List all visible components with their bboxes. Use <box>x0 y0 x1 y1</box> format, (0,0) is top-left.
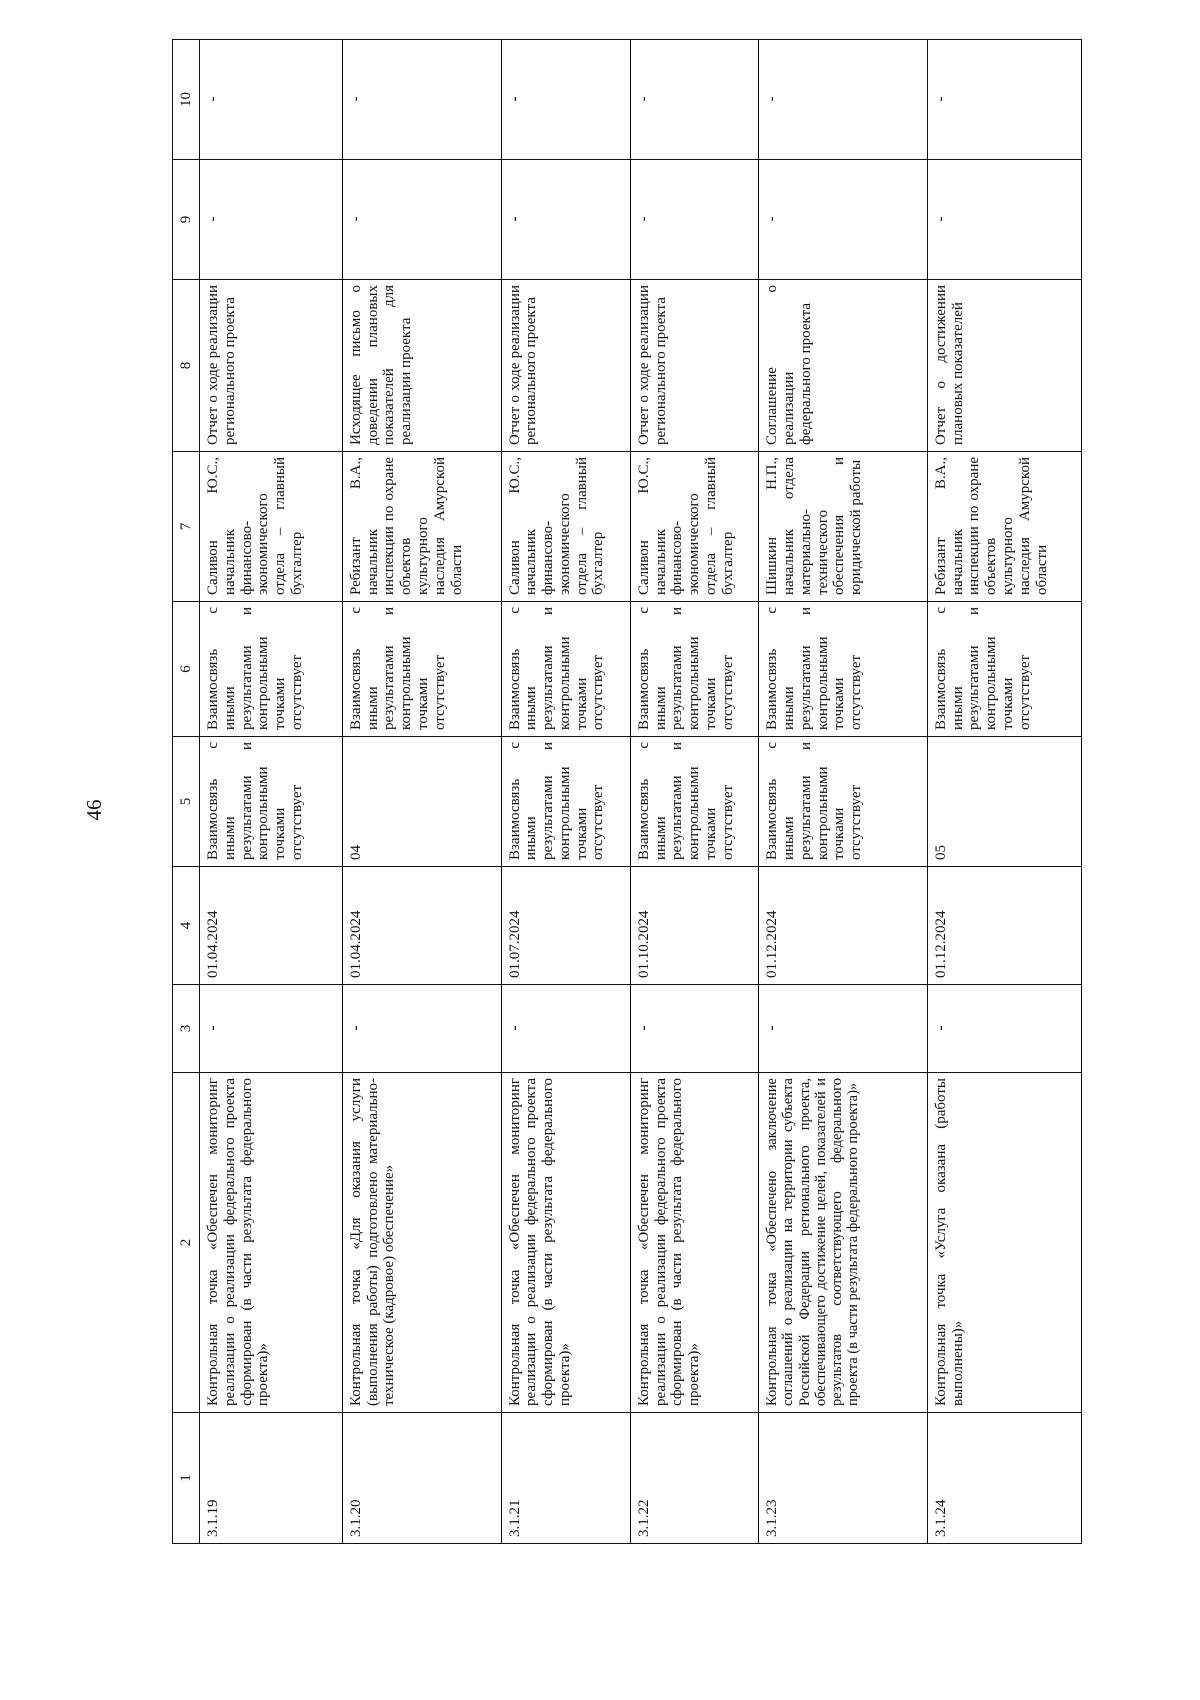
column-header: 6 <box>173 602 200 737</box>
successor-cell: Взаимосвязь с иными результатами и контрольными точками отсутствует <box>759 602 928 737</box>
successor-cell: Взаимосвязь с иными результатами и контрольными точками отсутствует <box>927 602 1081 737</box>
row-number: 3.1.24 <box>927 1413 1081 1544</box>
rotated-table-container <box>172 40 1082 1544</box>
date-cell: 01.12.2024 <box>927 867 1081 985</box>
date-cell: 01.04.2024 <box>342 867 501 985</box>
column-header: 3 <box>173 985 200 1073</box>
successor-cell: Взаимосвязь с иными результатами и контрольными точками отсутствует <box>200 602 343 737</box>
document-cell: Отчет о ходе реализации регионального проекта <box>630 280 758 452</box>
cell-col3: - <box>927 985 1081 1073</box>
column-header: 1 <box>173 1413 200 1544</box>
table-row <box>200 40 343 1544</box>
control-point-name: Контрольная точка «Обеспечено заключение соглашений о реализации на территории субъекта Российской Федерации регионального проекта, обеспечивающего достижение целей, показателей и результатов соответствующего федерального проекта (в части результата федерального проекта)» <box>759 1073 928 1413</box>
cell-col3: - <box>759 985 928 1073</box>
column-header: 9 <box>173 160 200 280</box>
control-point-name: Контрольная точка «Обеспечен мониторинг реализации о реализации федерального проекта сформирован (в части результата федерального проекта)» <box>501 1073 630 1413</box>
document-cell: Отчет о ходе реализации регионального проекта <box>200 280 343 452</box>
responsible-cell: Ребизант В.А., начальник инспекции по охране объектов культурного наследия Амурской области <box>342 452 501 602</box>
responsible-cell: Саливон Ю.С., начальник финансово-экономического отдела – главный бухгалтер <box>501 452 630 602</box>
cell-col9: - <box>342 160 501 280</box>
document-cell: Исходящее письмо о доведении плановых показателей для реализации проекта <box>342 280 501 452</box>
table-row <box>759 40 928 1544</box>
predecessor-cell: Взаимосвязь с иными результатами и контрольными точками отсутствует <box>630 737 758 867</box>
predecessor-cell: Взаимосвязь с иными результатами и контрольными точками отсутствует <box>759 737 928 867</box>
column-header: 10 <box>173 40 200 160</box>
cell-col3: - <box>342 985 501 1073</box>
cell-col3: - <box>501 985 630 1073</box>
cell-col3: - <box>200 985 343 1073</box>
table-row <box>342 40 501 1544</box>
predecessor-cell: 05 <box>927 737 1081 867</box>
cell-col10: - <box>501 40 630 160</box>
column-header: 4 <box>173 867 200 985</box>
row-number: 3.1.23 <box>759 1413 928 1544</box>
cell-col10: - <box>630 40 758 160</box>
control-point-name: Контрольная точка «Обеспечен мониторинг реализации о реализации федерального проекта сформирован (в части результата федерального проекта)» <box>200 1073 343 1413</box>
header-row <box>173 40 200 1544</box>
cell-col10: - <box>342 40 501 160</box>
successor-cell: Взаимосвязь с иными результатами и контрольными точками отсутствует <box>342 602 501 737</box>
column-header: 8 <box>173 280 200 452</box>
date-cell: 01.10.2024 <box>630 867 758 985</box>
cell-col3: - <box>630 985 758 1073</box>
cell-col10: - <box>927 40 1081 160</box>
cell-col10: - <box>200 40 343 160</box>
successor-cell: Взаимосвязь с иными результатами и контрольными точками отсутствует <box>501 602 630 737</box>
control-points-table <box>172 39 1082 1544</box>
cell-col9: - <box>927 160 1081 280</box>
responsible-cell: Ребизант В.А., начальник инспекции по охране объектов культурного наследия Амурской области <box>927 452 1081 602</box>
responsible-cell: Саливон Ю.С., начальник финансово-экономического отдела – главный бухгалтер <box>630 452 758 602</box>
column-header: 7 <box>173 452 200 602</box>
document-cell: Соглашение о реализации федерального проекта <box>759 280 928 452</box>
row-number: 3.1.20 <box>342 1413 501 1544</box>
predecessor-cell: 04 <box>342 737 501 867</box>
page-number: 46 <box>82 799 106 821</box>
date-cell: 01.04.2024 <box>200 867 343 985</box>
column-header: 5 <box>173 737 200 867</box>
table-row <box>501 40 630 1544</box>
row-number: 3.1.21 <box>501 1413 630 1544</box>
control-point-name: Контрольная точка «Обеспечен мониторинг реализации о реализации федерального проекта сформирован (в части результата федерального проекта)» <box>630 1073 758 1413</box>
document-cell: Отчет о ходе реализации регионального проекта <box>501 280 630 452</box>
successor-cell: Взаимосвязь с иными результатами и контрольными точками отсутствует <box>630 602 758 737</box>
row-number: 3.1.19 <box>200 1413 343 1544</box>
cell-col9: - <box>200 160 343 280</box>
predecessor-cell: Взаимосвязь с иными результатами и контрольными точками отсутствует <box>200 737 343 867</box>
cell-col9: - <box>759 160 928 280</box>
date-cell: 01.12.2024 <box>759 867 928 985</box>
column-header: 2 <box>173 1073 200 1413</box>
date-cell: 01.07.2024 <box>501 867 630 985</box>
responsible-cell: Шишкин Н.П., начальник отдела материально-технического обеспечения и юридической работы <box>759 452 928 602</box>
responsible-cell: Саливон Ю.С., начальник финансово-экономического отдела – главный бухгалтер <box>200 452 343 602</box>
cell-col9: - <box>630 160 758 280</box>
control-point-name: Контрольная точка «Услуга оказана (работы выполнены)» <box>927 1073 1081 1413</box>
table-row <box>630 40 758 1544</box>
row-number: 3.1.22 <box>630 1413 758 1544</box>
cell-col10: - <box>759 40 928 160</box>
predecessor-cell: Взаимосвязь с иными результатами и контрольными точками отсутствует <box>501 737 630 867</box>
table-row <box>927 40 1081 1544</box>
cell-col9: - <box>501 160 630 280</box>
document-cell: Отчет о достижении плановых показателей <box>927 280 1081 452</box>
control-point-name: Контрольная точка «Для оказания услуги (выполнения работы) подготовлено материально-техническое (кадровое) обеспечение» <box>342 1073 501 1413</box>
